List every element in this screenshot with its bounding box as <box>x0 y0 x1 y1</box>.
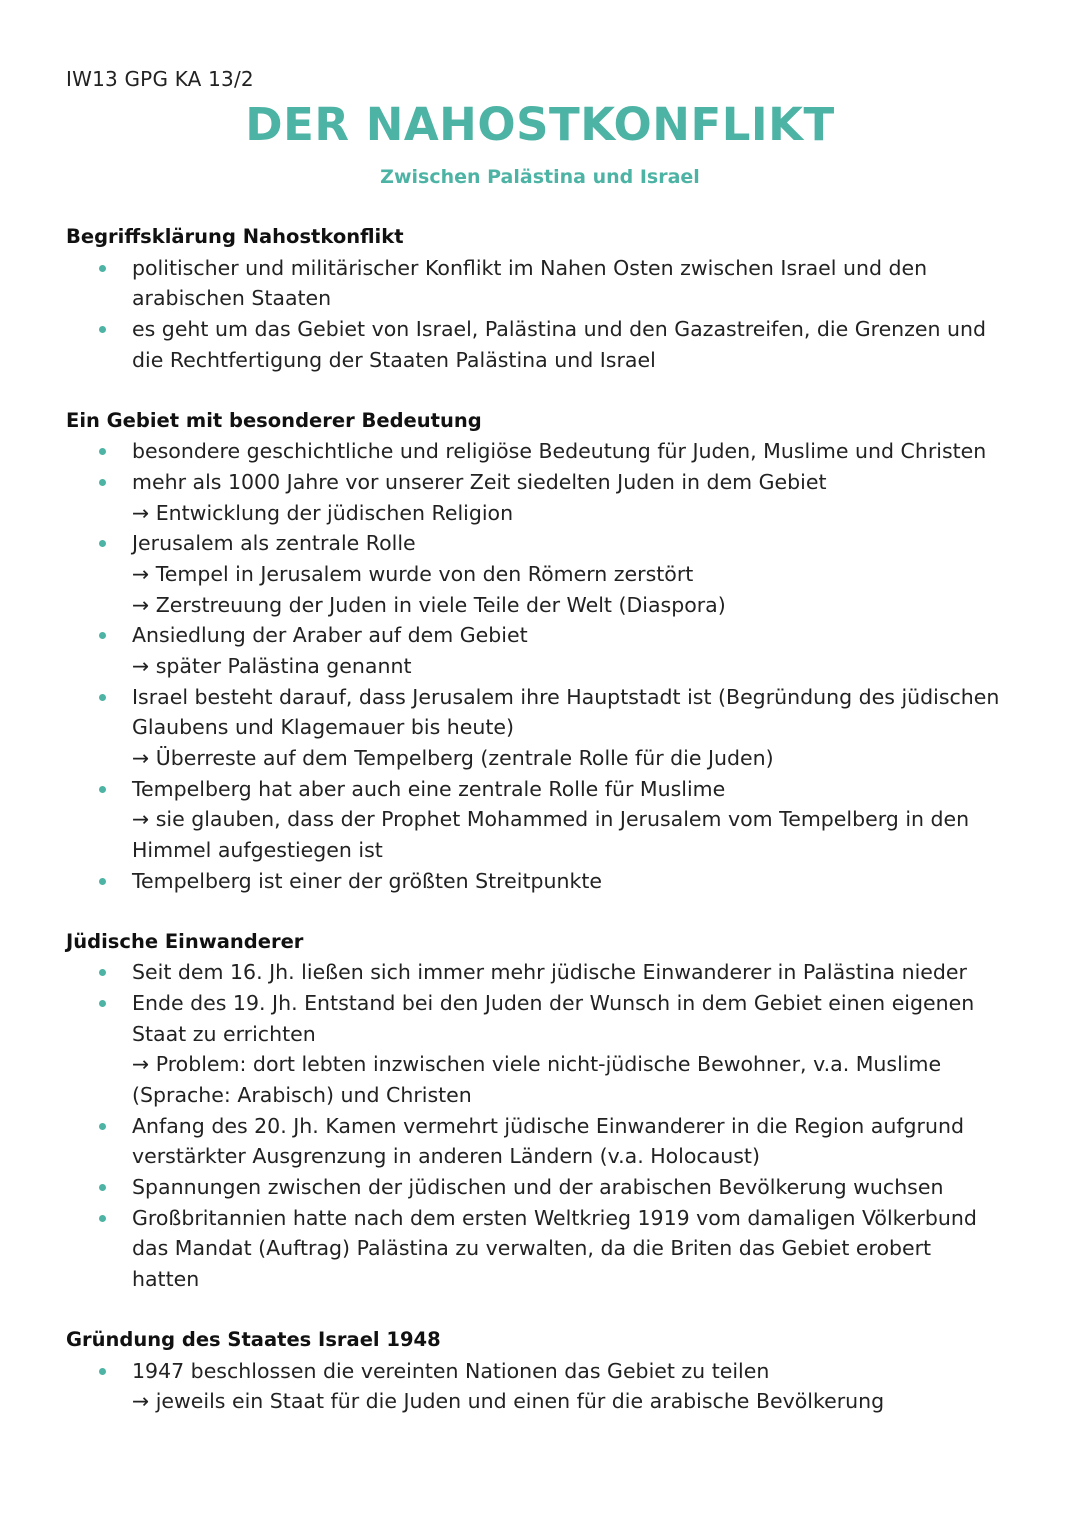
list-item <box>66 1111 1026 1172</box>
bullet-list <box>66 436 1026 896</box>
list-item-line: Anfang des 20. Jh. Kamen vermehrt jüdische Einwanderer in die Region aufgrund <box>132 1113 964 1138</box>
bullet-list <box>66 957 1026 1294</box>
list-item <box>66 682 1026 774</box>
bullet-dot-icon <box>99 326 106 333</box>
list-item <box>66 1203 1026 1295</box>
list-item-line: Tempelberg ist einer der größten Streitpunkte <box>132 868 603 893</box>
bullet-dot-icon <box>99 1368 106 1375</box>
list-item <box>66 436 1026 467</box>
bullet-dot-icon <box>99 265 106 272</box>
bullet-dot-icon <box>99 969 106 976</box>
list-item-line: → Entwicklung der jüdischen Religion <box>132 500 514 525</box>
list-item-line: es geht um das Gebiet von Israel, Palästina und den Gazastreifen, die Grenzen und <box>132 316 987 341</box>
list-item-line: arabischen Staaten <box>132 286 332 311</box>
bullet-dot-icon <box>99 786 106 793</box>
bullet-dot-icon <box>99 632 106 639</box>
list-item-line: → jeweils ein Staat für die Juden und einen für die arabische Bevölkerung <box>132 1389 885 1414</box>
bullet-dot-icon <box>99 1000 106 1007</box>
list-item-line: Seit dem 16. Jh. ließen sich immer mehr jüdische Einwanderer in Palästina nieder <box>132 960 967 985</box>
list-item <box>66 1172 1026 1203</box>
list-item-line: verstärkter Ausgrenzung in anderen Ländern (v.a. Holocaust) <box>132 1144 760 1169</box>
list-item <box>66 528 1026 620</box>
list-item <box>66 620 1026 681</box>
section <box>66 406 1026 897</box>
bullet-dot-icon <box>99 448 106 455</box>
list-item-line: Ansiedlung der Araber auf dem Gebiet <box>132 623 528 648</box>
section <box>66 1325 1026 1417</box>
list-item <box>66 1356 1026 1417</box>
list-item-line: Ende des 19. Jh. Entstand bei den Juden der Wunsch in dem Gebiet einen eigenen <box>132 991 975 1016</box>
bullet-dot-icon <box>99 878 106 885</box>
list-item-line: die Rechtfertigung der Staaten Palästina und Israel <box>132 347 656 372</box>
document-body <box>66 222 1026 1448</box>
list-item <box>66 467 1026 528</box>
list-item-line: Himmel aufgestiegen ist <box>132 837 383 862</box>
list-item-line: politischer und militärischer Konflikt im Nahen Osten zwischen Israel und den <box>132 255 928 280</box>
list-item-line: mehr als 1000 Jahre vor unserer Zeit siedelten Juden in dem Gebiet <box>132 470 827 495</box>
list-item-line: hatten <box>132 1267 200 1291</box>
list-item-line: Großbritannien hatte nach dem ersten Weltkrieg 1919 vom damaligen Völkerbund <box>132 1205 977 1230</box>
list-item-line: Israel besteht darauf, dass Jerusalem ihre Hauptstadt ist (Begründung des jüdischen <box>132 684 1000 709</box>
list-item-line: Jerusalem als zentrale Rolle <box>132 531 416 556</box>
list-item <box>66 314 1026 375</box>
section-heading: Begriffsklärung Nahostkonflikt <box>66 225 404 248</box>
list-item <box>66 253 1026 314</box>
bullet-dot-icon <box>99 1215 106 1222</box>
list-item-line: → Problem: dort lebten inzwischen viele nicht-jüdische Bewohner, v.a. Muslime <box>132 1052 942 1077</box>
list-item <box>66 957 1026 988</box>
list-item-line: → Zerstreuung der Juden in viele Teile der Welt (Diaspora) <box>132 592 726 617</box>
bullet-dot-icon <box>99 1123 106 1130</box>
list-item <box>66 774 1026 866</box>
list-item <box>66 988 1026 1111</box>
list-item-line: (Sprache: Arabisch) und Christen <box>132 1083 472 1108</box>
list-item-line: → sie glauben, dass der Prophet Mohammed in Jerusalem vom Tempelberg in den <box>132 807 970 832</box>
list-item-line: → später Palästina genannt <box>132 654 412 679</box>
list-item-line: das Mandat (Auftrag) Palästina zu verwalten, da die Briten das Gebiet erobert <box>132 1236 932 1261</box>
page-subtitle: Zwischen Palästina und Israel <box>380 166 700 188</box>
course-code: IW13 GPG KA 13/2 <box>66 67 254 91</box>
section-heading: Jüdische Einwanderer <box>66 929 304 953</box>
section <box>66 222 1026 375</box>
section-heading: Ein Gebiet mit besonderer Bedeutung <box>66 408 482 432</box>
bullet-list <box>66 1356 1026 1417</box>
list-item-line: → Überreste auf dem Tempelberg (zentrale Rolle für die Juden) <box>132 746 774 770</box>
bullet-dot-icon <box>99 479 106 486</box>
bullet-list <box>66 253 1026 376</box>
list-item-line: Spannungen zwischen der jüdischen und der arabischen Bevölkerung wuchsen <box>132 1175 944 1200</box>
list-item-line: Staat zu errichten <box>132 1021 316 1046</box>
bullet-dot-icon <box>99 694 106 701</box>
list-item-line: → Tempel in Jerusalem wurde von den Römern zerstört <box>132 562 694 587</box>
list-item-line: 1947 beschlossen die vereinten Nationen das Gebiet zu teilen <box>132 1358 770 1383</box>
list-item-line: besondere geschichtliche und religiöse Bedeutung für Juden, Muslime und Christen <box>132 439 987 464</box>
list-item-line: Glaubens und Klagemauer bis heute) <box>132 715 515 740</box>
page-title: DER NAHOSTKONFLIKT <box>245 98 835 151</box>
section-heading: Gründung des Staates Israel 1948 <box>66 1328 441 1352</box>
bullet-dot-icon <box>99 540 106 547</box>
bullet-dot-icon <box>99 1184 106 1191</box>
section <box>66 927 1026 1295</box>
list-item <box>66 866 1026 897</box>
list-item-line: Tempelberg hat aber auch eine zentrale Rolle für Muslime <box>132 776 726 801</box>
